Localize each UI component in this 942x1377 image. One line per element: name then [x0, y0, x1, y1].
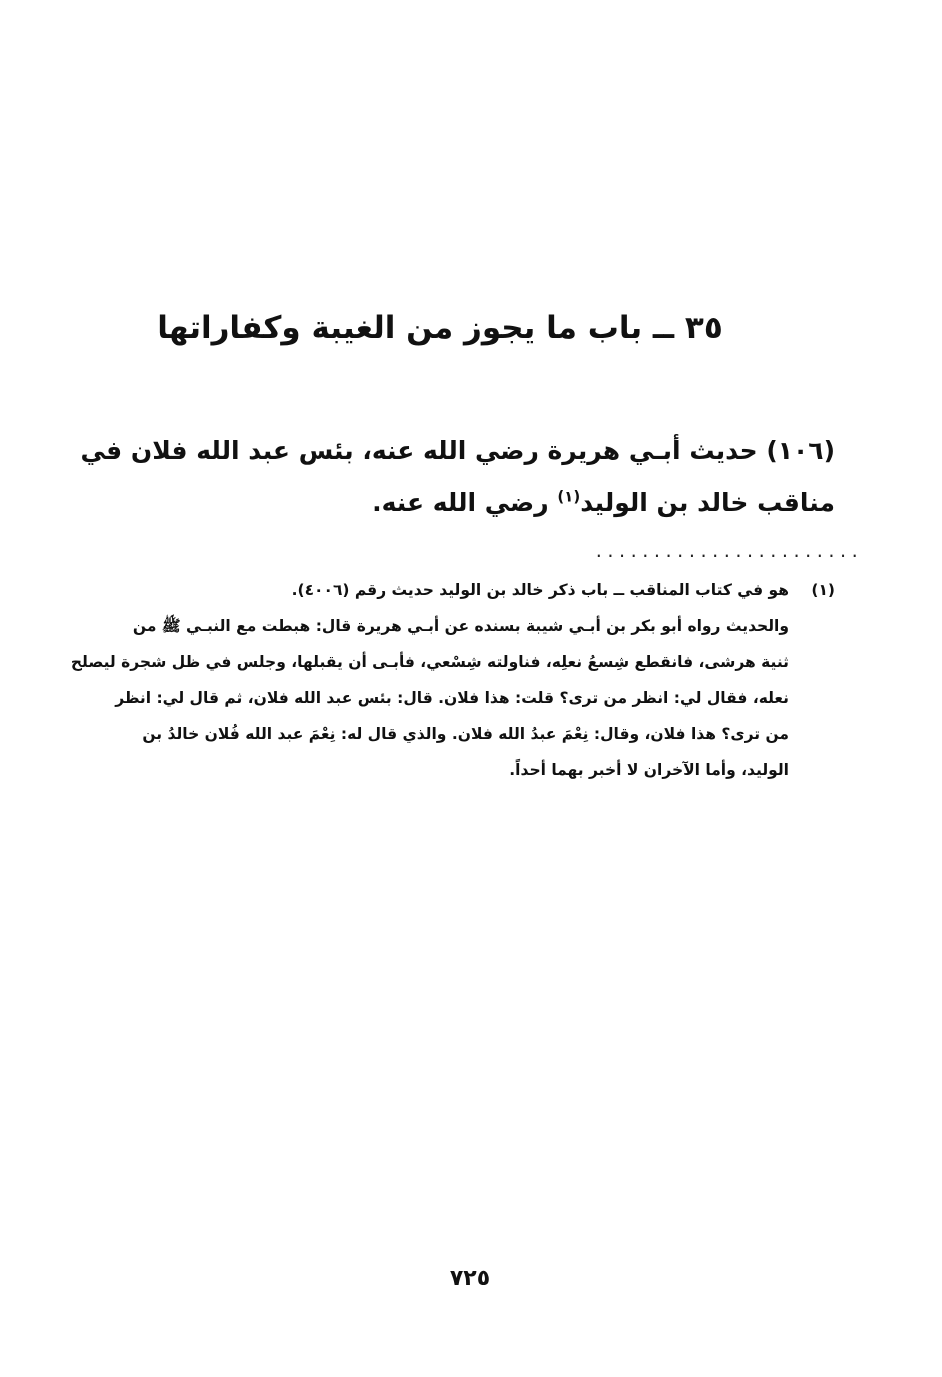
footnote-continuation-line: الوليد، وأما الآخران لا أخبر بهما أحداً.: [509, 761, 789, 779]
hadith-line-2-text: مناقب خالد بن الوليد: [580, 488, 835, 517]
footnote-number: (١): [811, 581, 835, 599]
hadith-line-2: [100, 477, 835, 529]
footnote-continuation-line: والحديث رواه أبو بكر بن أبـي شيبة بسنده عن أبـي هريرة قال: هبطت مع النبـي ﷺ من: [132, 617, 789, 635]
footnote-1: [100, 572, 835, 608]
footnote-reference: (١): [557, 487, 581, 506]
footnote-text: هو في كتاب المناقب ــ باب ذكر خالد بن الوليد حديث رقم (٤٠٠٦).: [291, 581, 789, 599]
footnote-continuation-line: نعله، فقال لي: انظر من ترى؟ قلت: هذا فلان. قال: بئس عبد الله فلان، ثم قال لي: انظر: [115, 689, 789, 707]
hadith-line-1: (١٠٦) حديث أبـي هريرة رضي الله عنه، بئس عبد الله فلان في: [80, 436, 835, 465]
hadith-line-2-ending: رضي الله عنه.: [372, 488, 558, 517]
hadith-paragraph: [80, 425, 835, 529]
page-number: ٧٢٥: [449, 1266, 491, 1291]
footnote-continuation: [70, 608, 835, 788]
footnote-continuation-line: من ترى؟ هذا فلان، وقال: نِعْمَ عبدُ الله فلان. والذي قال له: نِعْمَ عبد الله فُلان خالدُ بن: [142, 725, 789, 743]
footnote-continuation-line: ثنية هرشى، فانقطع شِسعُ نعلِه، فناولته شِسْعي، فأبـى أن يقبلها، وجلس في ظل شجرة ليصلح: [70, 653, 789, 671]
chapter-title: ٣٥ ــ باب ما يجوز من الغيبة وكفاراتها: [157, 310, 723, 346]
footnotes-section: [70, 572, 835, 788]
footnote-separator: .......................: [594, 542, 862, 561]
